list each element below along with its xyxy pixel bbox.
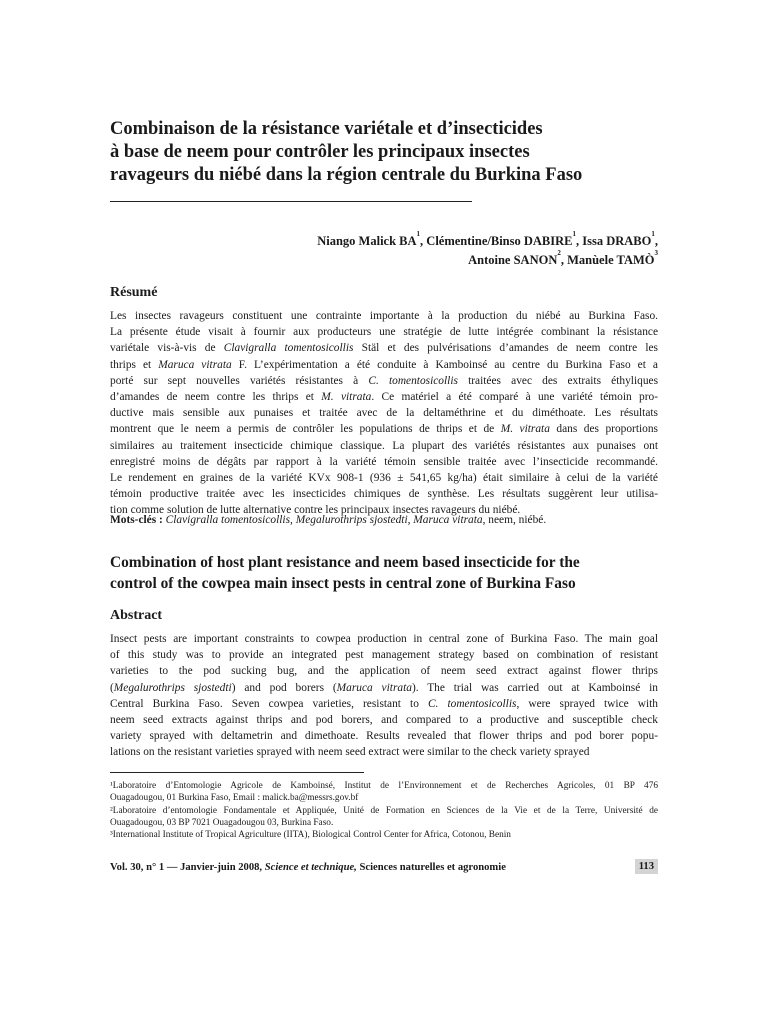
- line-segment: Stäl et des pulvérisations d’amandes de neem contre les: [353, 342, 658, 355]
- paragraph-line: Insect pests are important constraints to cowpea production in central zone of Burkina Faso. The main goal: [110, 633, 658, 645]
- author-name: Clémentine/Binso DABIRE: [426, 234, 573, 248]
- abstract-paragraph: [110, 631, 658, 761]
- line-segment: . Ce matériel a été comparé à une variété témoin pro-: [371, 391, 658, 404]
- resume-heading: Résumé: [110, 285, 158, 300]
- english-title-line: Combination of host plant resistance and neem based insecticide for the: [110, 554, 580, 571]
- footnote-line: Ouagadougou, 01 Burkina Faso, Email : malick.ba@messrs.gov.bf: [110, 793, 359, 804]
- paragraph-line: [110, 696, 658, 712]
- line-segment: dans des proportions: [549, 423, 658, 436]
- author-name: Issa DRABO: [582, 234, 652, 248]
- footnote-line: ²Laboratoire d’entomologie Fondamentale et Appliquée, Unité de Formation en Sciences de la Vie et de la Terre, Université de: [110, 805, 658, 816]
- species-name: Maruca vitrata: [336, 681, 412, 694]
- author-affiliation: 2: [557, 249, 561, 257]
- paragraph-line: lations on the resistant varieties sprayed with neem seed extract were similar to the check variety sprayed: [110, 746, 590, 759]
- paragraph-line: of this study was to provide an integrated pest management strategy based on combination of resistant: [110, 649, 658, 662]
- line-segment: traitées avec des extraits éthyliques: [457, 374, 658, 387]
- line-segment: Central Burkina Faso. Seven cowpea varieties, resistant to: [110, 697, 428, 710]
- author-affiliation: 1: [651, 230, 655, 238]
- paragraph-line: [110, 421, 658, 437]
- footer-section: Sciences naturelles et agronomie: [356, 862, 506, 873]
- paragraph-line: Le rendement en graines de la variété KVx 908-1 (936 ± 541,65 kg/ha) était similaire à celui de la variété: [110, 472, 658, 485]
- paragraph-line: neem seed extracts against thrips and pod borers, and compared to a productive and susceptible check: [110, 714, 658, 727]
- paragraph-line: similaires au traitement insecticide chimique classique. La plupart des variétés résistantes aux punaises ont: [110, 439, 658, 452]
- paragraph-line: varieties to the pod sucking bug, and the application of neem seed extract against flower thrips: [110, 665, 658, 678]
- paragraph-line: [110, 680, 658, 696]
- species-name: Megalurothrips sjostedti: [113, 681, 232, 694]
- author-name: Niango Malick BA: [317, 234, 417, 248]
- line-segment: (: [110, 681, 114, 694]
- paragraph-line: [110, 340, 658, 356]
- footer-volume: Vol. 30, n° 1 — Janvier-juin 2008,: [110, 862, 265, 873]
- author-name: Manùele TAMÒ: [567, 253, 655, 267]
- paragraph-line: Les insectes ravageurs constituent une contrainte importante à la production du niébé au Burkina Faso.: [110, 310, 658, 322]
- keywords-rest: , neem, niébé.: [482, 514, 547, 526]
- french-title-line: à base de neem pour contrôler les principaux insectes: [110, 142, 530, 162]
- species-name: M. vitrata: [500, 423, 550, 436]
- line-segment: ) and pod borers (: [231, 681, 337, 694]
- english-title: [110, 552, 658, 594]
- author-list: Niango Malick $BA^1$, Clémentine/Binso DABIRE$^1$, Issa DRABO$^1$, Antoine SANON$^2$, Manùele TAMÒ$^3$: [317, 230, 658, 267]
- page-number: 113: [635, 859, 658, 874]
- author-affiliation: 3: [654, 249, 658, 257]
- paragraph-line: variety sprayed with deltametrin and dimethoate. Results revealed that flower thrips and pod borer popu-: [110, 730, 658, 743]
- keywords-species: Clavigralla tomentosicollis, Megalurothrips sjostedti, Maruca vitrata: [165, 514, 483, 526]
- species-name: C. tomentosicollis: [427, 697, 517, 710]
- line-segment: thrips et: [110, 358, 159, 371]
- species-name: C. tomentosicollis: [368, 374, 458, 387]
- keywords-line: [110, 514, 546, 526]
- title-divider: [110, 201, 472, 202]
- footnote-divider: [110, 772, 364, 773]
- line-segment: d’amandes de neem contre les thrips et: [110, 391, 322, 404]
- footnote-line: ³International Institute of Tropical Agriculture (IITA), Biological Control Center for Africa, Cotonou, Benin: [110, 830, 511, 841]
- line-segment: F. L’expérimentation a été conduite à Kamboinsé au centre du Burkina Faso et a: [231, 358, 658, 371]
- paragraph-line: La présente étude visait à fournir aux producteurs une stratégie de lutte intégrée combinant la résistance: [110, 326, 658, 339]
- footnote-line: Ouagadougou, 03 BP 7021 Ouagadougou 03, Burkina Faso.: [110, 817, 334, 828]
- species-name: M. vitrata: [321, 391, 372, 404]
- line-segment: porté sur sept nouvelles variétés résistantes à: [110, 374, 369, 387]
- footnotes: [110, 780, 658, 841]
- paragraph-line: enregistré moins de dégâts par rapport à la variété témoin sensible traitée avec l’insecticide recommandé.: [110, 455, 658, 468]
- abstract-heading: Abstract: [110, 608, 163, 623]
- paper-page: [110, 0, 658, 1024]
- french-title-line: ravageurs du niébé dans la région centrale du Burkina Faso: [110, 165, 583, 185]
- paragraph-line: [110, 357, 658, 373]
- paragraph-line: [110, 389, 658, 405]
- footnote-line: ¹Laboratoire d’Entomologie Agricole de Kamboinsé, Institut de l’Environnement et de Recherches Agricoles, 01 BP 476: [110, 781, 658, 791]
- footer-journal: Science et technique,: [264, 862, 357, 873]
- paragraph-line: tion comme solution de lutte alternative contre les principaux insectes ravageurs du niébé.: [110, 504, 521, 517]
- author-affiliation: 1: [572, 230, 576, 238]
- line-segment: variétale vis-à-vis de: [110, 342, 224, 355]
- species-name: Clavigralla tomentosicollis: [223, 342, 354, 355]
- line-segment: ). The trial was carried out at Kamboinsé in: [411, 681, 658, 694]
- french-title-line: Combinaison de la résistance variétale et d’insecticides: [110, 119, 543, 139]
- line-segment: , were sprayed twice with: [516, 697, 658, 710]
- resume-paragraph: [110, 308, 658, 519]
- line-segment: montrent que le neem a permis de contrôler les populations de thrips et de: [110, 423, 501, 436]
- paragraph-line: témoin productive traitée avec les insecticides chimiques de synthèse. Les résultats suggèrent leur utilisa-: [110, 488, 658, 501]
- english-title-line: control of the cowpea main insect pests in central zone of Burkina Faso: [110, 575, 576, 592]
- paragraph-line: [110, 373, 658, 389]
- journal-footer: [110, 862, 658, 873]
- keywords-label: Mots-clés :: [110, 514, 166, 526]
- author-name: Antoine SANON: [468, 253, 558, 267]
- french-title: [110, 118, 658, 187]
- author-affiliation: 1: [416, 230, 421, 238]
- species-name: Maruca vitrata: [158, 358, 232, 371]
- paragraph-line: ductive mais sensible aux punaises et traitée avec de la deltaméthrine et du diméthoate. Les résultats: [110, 407, 658, 420]
